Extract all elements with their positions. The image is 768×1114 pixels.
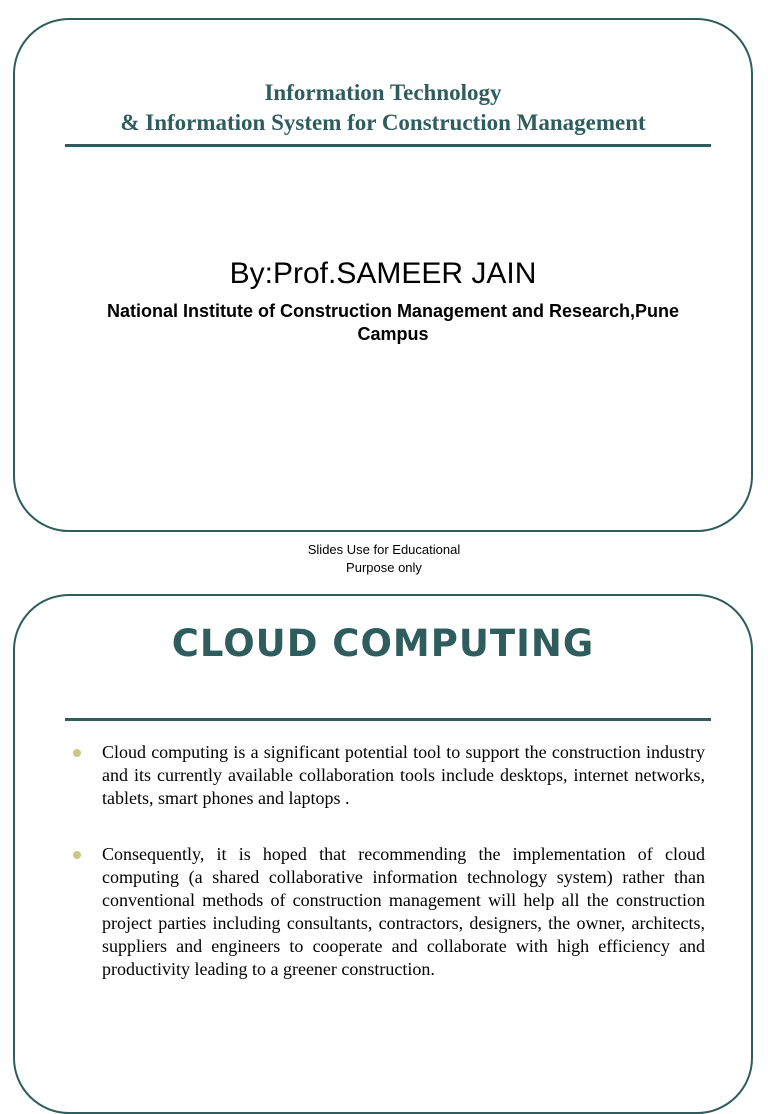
- heading-divider: [65, 718, 711, 721]
- bullet-dot-icon: [73, 851, 81, 859]
- slide-title: [13, 18, 753, 532]
- title-line-2: & Information System for Construction Management: [120, 110, 646, 135]
- slide-heading: CLOUD COMPUTING: [171, 622, 595, 665]
- slide-title-heading: [15, 78, 751, 138]
- author-name: By:Prof.SAMEER JAIN: [229, 257, 537, 290]
- educational-note: [0, 541, 768, 577]
- slide-cloud-computing: [13, 594, 753, 1114]
- list-item: [71, 843, 705, 981]
- note-line-1: Slides Use for Educational: [307, 542, 461, 557]
- bullet-list: [71, 741, 705, 1014]
- title-line-1: Information Technology: [264, 80, 502, 105]
- institute-name: National Institute of Construction Management and Research,Pune Campus: [106, 301, 680, 344]
- title-divider: [65, 144, 711, 147]
- note-line-2: Purpose only: [346, 560, 422, 575]
- bullet-text: Consequently, it is hoped that recommending the implementation of cloud computing (a shared collaborative information technology system) rather than conventional methods of construction management will help all the construction project parties including consultants, contractors, designers, the owner, architects, suppliers and engineers to cooperate and collaborate with high efficiency and productivity leading to a greener construction.: [102, 844, 705, 979]
- bullet-dot-icon: [73, 749, 81, 757]
- bullet-text: Cloud computing is a significant potential tool to support the construction industry and its currently available collaboration tools include desktops, internet networks, tablets, smart phones and laptops .: [102, 742, 705, 808]
- list-item: [71, 741, 705, 810]
